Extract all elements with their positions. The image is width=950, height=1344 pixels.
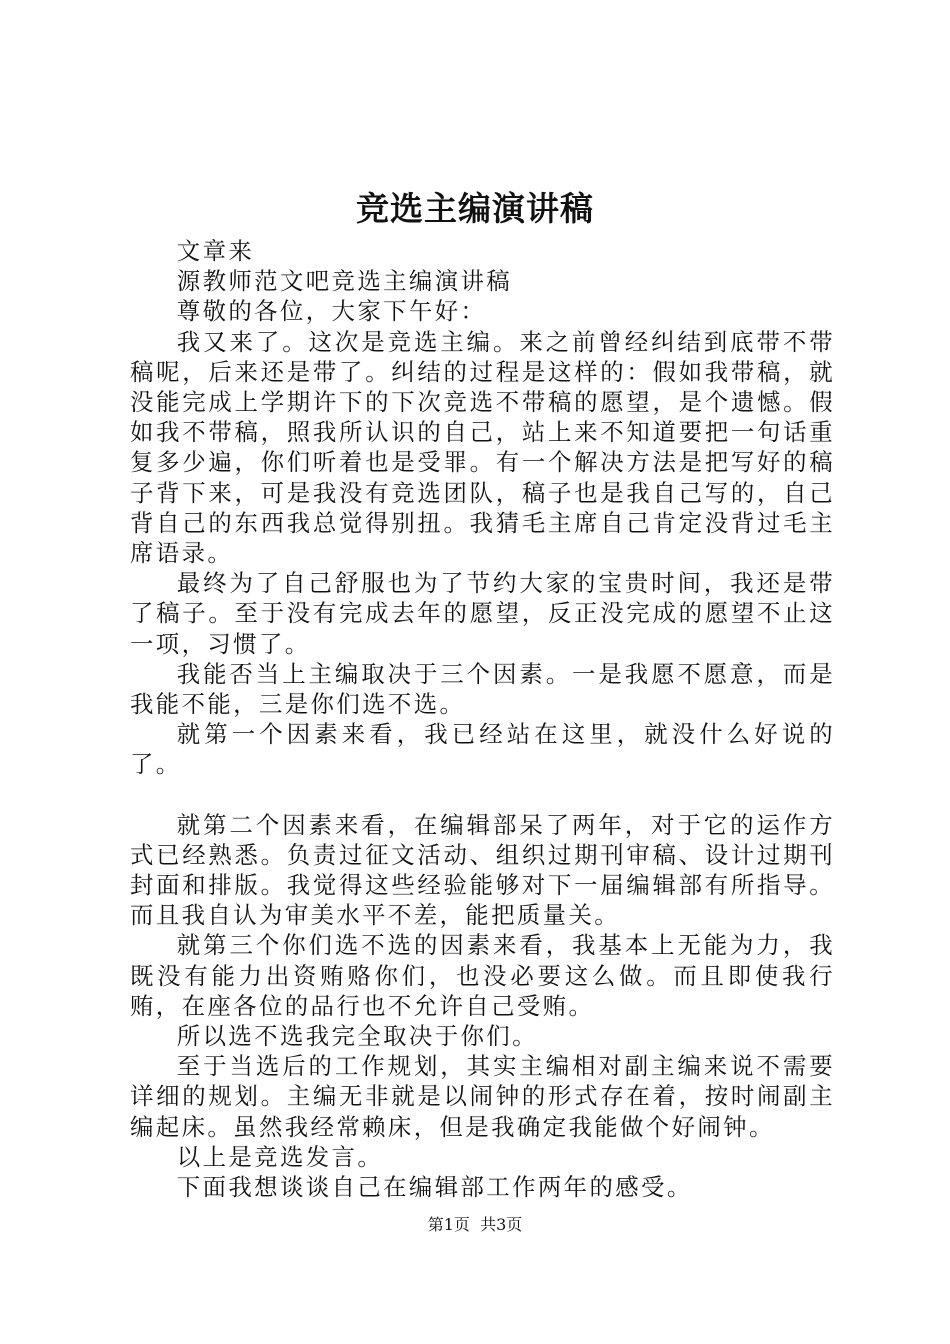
paragraph-three-factors: 我能否当上主编取决于三个因素。一是我愿不愿意，而是我能不能，三是你们选不选。: [130, 659, 835, 719]
paragraph-closing: 以上是竞选发言。: [176, 1142, 384, 1171]
paragraph-decision: 所以选不选我完全取决于你们。: [176, 1022, 538, 1051]
paragraph-factor-two: 就第二个因素来看，在编辑部呆了两年，对于它的运作方式已经熟悉。负责过征文活动、组织过期刊审稿、设计过期刊封面和排版。我觉得这些经验能够对下一届编辑部有所指导。而且我自认为审美水平不差，能把质量关。: [130, 810, 835, 930]
page-footer: [0, 1213, 950, 1237]
document-body: [130, 236, 835, 1202]
paragraph-intro: 我又来了。这次是竞选主编。来之前曾经纠结到底带不带稿呢，后来还是带了。纠结的过程是这样的：假如我带稿，就没能完成上学期许下的下次竞选不带稿的愿望，是个遗憾。假如我不带稿，照我所认识的自己，站上来不知道要把一句话重复多少遍，你们听着也是受罪。有一个解决方法是把写好的稿子背下来，可是我没有竞选团队，稿子也是我自己写的，自己背自己的东西我总觉得别扭。我猜毛主席自己肯定没背过毛主席语录。: [130, 327, 835, 568]
page-number: 第1页: [427, 1215, 470, 1234]
paragraph-greeting: 尊敬的各位，大家下午好：: [176, 297, 487, 326]
document-title: 竞选主编演讲稿: [356, 189, 594, 228]
paragraph-work-plan: 至于当选后的工作规划，其实主编相对副主编来说不需要详细的规划。主编无非就是以闹钟的形式存在着，按时闹副主编起床。虽然我经常赖床，但是我确定我能做个好闹钟。: [130, 1052, 835, 1141]
paragraph-brought-notes: 最终为了自己舒服也为了节约大家的宝贵时间，我还是带了稿子。至于没有完成去年的愿望，反正没完成的愿望不止这一项，习惯了。: [130, 569, 835, 658]
paragraph-next-topic: 下面我想谈谈自己在编辑部工作两年的感受。: [176, 1173, 693, 1202]
page-total: 共3页: [480, 1215, 523, 1234]
footer-spacer: [470, 1215, 480, 1234]
paragraph-factor-one: 就第一个因素来看，我已经站在这里，就没什么好说的了。: [130, 720, 835, 779]
paragraph-source-line: 源教师范文吧竞选主编演讲稿: [176, 267, 513, 296]
paragraph-factor-three: 就第三个你们选不选的因素来看，我基本上无能为力，我既没有能力出资贿赂你们，也没必要这么做。而且即使我行贿，在座各位的品行也不允许自己受贿。: [130, 931, 835, 1020]
paragraph-source-prefix: 文章来: [176, 237, 255, 265]
